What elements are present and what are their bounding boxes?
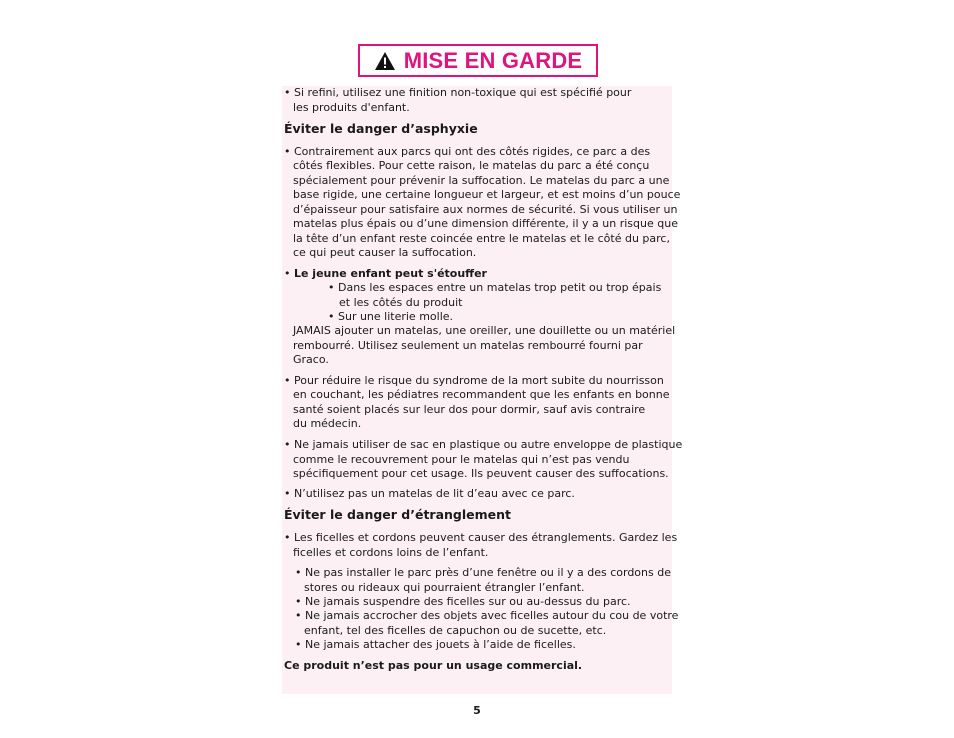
warning-triangle-icon	[374, 51, 396, 71]
sub-bullet-line: • Ne jamais suspendre des ficelles sur ou au-dessus du parc.	[295, 595, 631, 608]
paragraph-line	[284, 267, 487, 281]
paragraph-line: ce qui peut causer la suffocation.	[293, 246, 477, 259]
paragraph-line: spécifiquement pour cet usage. Ils peuvent causer des suffocations.	[293, 467, 669, 480]
page-number: 5	[473, 704, 481, 717]
warning-title: MISE EN GARDE	[403, 47, 583, 73]
sub-bullet-line: enfant, tel des ficelles de capuchon ou de sucette, etc.	[304, 624, 607, 637]
sub-bullet-line: • Ne jamais accrocher des objets avec ficelles autour du cou de votre	[295, 609, 679, 622]
paragraph-line: matelas plus épais ou d’une dimension différente, il y a un risque que	[293, 217, 678, 230]
paragraph-line: santé soient placés sur leur dos pour dormir, sauf avis contraire	[293, 403, 646, 416]
paragraph-line: la tête d’un enfant reste coincée entre le matelas et le côté du parc,	[293, 232, 670, 245]
section-heading-asphyxia: Éviter le danger d’asphyxie	[284, 121, 478, 136]
sub-bullet-line: et les côtés du produit	[339, 296, 463, 309]
paragraph-line: • Pour réduire le risque du syndrome de la mort subite du nourrisson	[284, 374, 664, 387]
sub-bullet-line: • Sur une literie molle.	[328, 310, 454, 323]
footer-note: Ce produit n’est pas pour un usage commercial.	[284, 659, 583, 672]
sub-bullet-line: • Dans les espaces entre un matelas trop petit ou trop épais	[328, 281, 662, 294]
warning-banner	[358, 44, 598, 77]
intro-line: les produits d'enfant.	[293, 101, 410, 114]
paragraph-line: comme le recouvrement pour le matelas qui n’est pas vendu	[293, 453, 630, 466]
sub-bullet-line: • Ne jamais attacher des jouets à l’aide de ficelles.	[295, 638, 576, 651]
intro-line: • Si refini, utilisez une finition non-toxique qui est spécifié pour	[284, 86, 632, 99]
paragraph-line: du médecin.	[293, 417, 362, 430]
paragraph-line: ficelles et cordons loins de l’enfant.	[293, 546, 489, 559]
paragraph-line: • N’utilisez pas un matelas de lit d’eau avec ce parc.	[284, 487, 575, 500]
paragraph-line: JAMAIS ajouter un matelas, une oreiller, une douillette ou un matériel	[293, 324, 676, 337]
sub-bullet-line: • Ne pas installer le parc près d’une fenêtre ou il y a des cordons de	[295, 566, 671, 579]
paragraph-line: • Ne jamais utiliser de sac en plastique ou autre enveloppe de plastique	[284, 438, 683, 451]
paragraph-line: • Les ficelles et cordons peuvent causer des étranglements. Gardez les	[284, 531, 678, 544]
bold-lead: Le jeune enfant peut s'étouffer	[294, 267, 487, 280]
bullet: •	[284, 267, 294, 280]
paragraph-line: en couchant, les pédiatres recommandent que les enfants en bonne	[293, 388, 670, 401]
section-heading-strangulation: Éviter le danger d’étranglement	[284, 507, 512, 522]
paragraph-line: côtés flexibles. Pour cette raison, le matelas du parc a été conçu	[293, 159, 650, 172]
paragraph-line: spécialement pour prévenir la suffocation. Le matelas du parc a une	[293, 174, 670, 187]
paragraph-line: • Contrairement aux parcs qui ont des côtés rigides, ce parc a des	[284, 145, 651, 158]
paragraph-line: rembourré. Utilisez seulement un matelas rembourré fourni par	[293, 339, 643, 352]
paragraph-line: d’épaisseur pour satisfaire aux normes de sécurité. Si vous utiliser un	[293, 203, 678, 216]
paragraph-line: Graco.	[293, 353, 329, 366]
paragraph-line: base rigide, une certaine longueur et largeur, et est moins d’un pouce	[293, 188, 681, 201]
sub-bullet-line: stores ou rideaux qui pourraient étrangler l’enfant.	[304, 581, 585, 594]
